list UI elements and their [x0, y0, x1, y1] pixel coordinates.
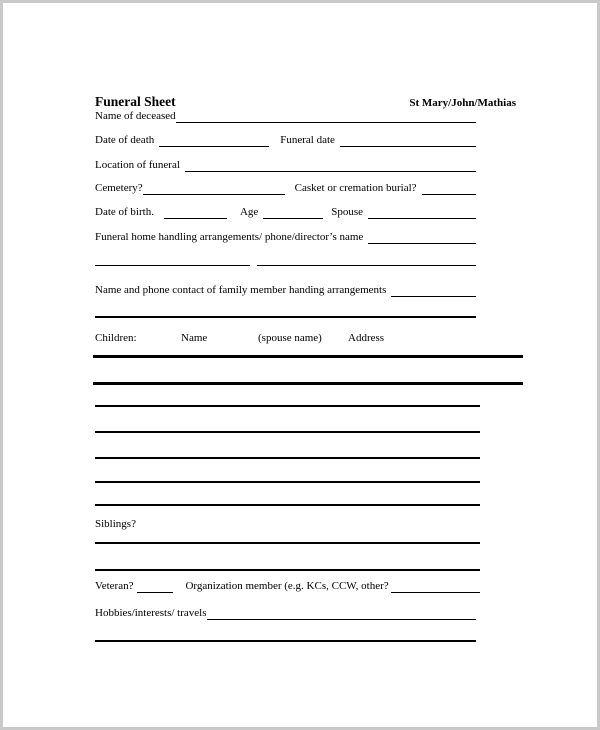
label-date-of-death: Date of death	[95, 134, 155, 146]
label-location-of-funeral: Location of funeral	[95, 159, 180, 171]
children-blank-line-4	[95, 481, 480, 483]
blank-line-funeral-date	[340, 135, 476, 147]
children-blank-line-3	[95, 457, 480, 459]
children-table-header-rule	[93, 382, 523, 385]
blank-line-continuation-left	[95, 254, 250, 266]
field-row-cemetery	[95, 180, 476, 195]
label-date-of-birth: Date of birth.	[95, 206, 154, 218]
blank-line-age	[263, 207, 323, 219]
blank-line-funeral-home	[368, 232, 476, 244]
children-blank-line-2	[95, 431, 480, 433]
continuation-line-row	[95, 251, 476, 266]
parish-name: St Mary/John/Mathias	[409, 97, 516, 109]
field-row-funeral-home	[95, 229, 476, 244]
blank-line-cemetery	[143, 183, 285, 195]
label-funeral-home: Funeral home handling arrangements/ phone/director’s name	[95, 231, 364, 243]
blank-line-hobbies	[207, 608, 476, 620]
label-cemetery: Cemetery?	[95, 182, 143, 194]
children-table-top-rule	[93, 355, 523, 358]
label-children: Children:	[95, 332, 137, 344]
blank-line-spouse	[368, 207, 476, 219]
blank-line-date-of-birth	[164, 207, 227, 219]
blank-line-casket	[422, 183, 476, 195]
field-row-hobbies	[95, 605, 476, 620]
blank-line-continuation-right	[257, 254, 476, 266]
label-age: Age	[239, 206, 259, 218]
label-children-address: Address	[348, 332, 385, 344]
blank-line-name-of-deceased	[176, 111, 476, 123]
label-siblings: Siblings?	[95, 518, 136, 530]
field-row-family-contact	[95, 282, 476, 297]
siblings-blank-line-2	[95, 569, 480, 571]
field-row-birth-age-spouse	[95, 204, 476, 219]
siblings-blank-line-1	[95, 542, 480, 544]
blank-line-organization	[391, 581, 480, 593]
children-blank-line-1	[95, 405, 480, 407]
label-family-contact: Name and phone contact of family member handing arrangements	[95, 284, 387, 296]
children-header-row	[95, 330, 476, 345]
field-row-name-of-deceased	[95, 108, 476, 123]
label-funeral-date: Funeral date	[280, 134, 335, 146]
blank-line-date-of-death	[159, 135, 269, 147]
field-row-dates	[95, 132, 476, 147]
label-children-name: Name	[181, 332, 208, 344]
blank-line-location	[185, 160, 476, 172]
label-organization: Organization member (e.g. KCs, CCW, other?	[185, 580, 389, 592]
label-spouse: Spouse	[331, 206, 364, 218]
label-veteran: Veteran?	[95, 580, 134, 592]
blank-line-veteran	[137, 581, 173, 593]
hobbies-continuation-line	[95, 640, 476, 642]
label-name-of-deceased: Name of deceased	[95, 110, 176, 122]
field-row-siblings	[95, 516, 476, 531]
field-row-veteran	[95, 578, 480, 593]
blank-line-family-contact-continuation	[95, 316, 476, 318]
field-row-location	[95, 157, 476, 172]
label-children-spouse: (spouse name)	[258, 332, 322, 344]
label-hobbies: Hobbies/interests/ travels	[95, 607, 207, 619]
children-blank-line-5	[95, 504, 480, 506]
label-casket-or-cremation: Casket or cremation burial?	[294, 182, 417, 194]
page-title: Funeral Sheet	[95, 94, 176, 109]
blank-line-family-contact	[391, 285, 476, 297]
